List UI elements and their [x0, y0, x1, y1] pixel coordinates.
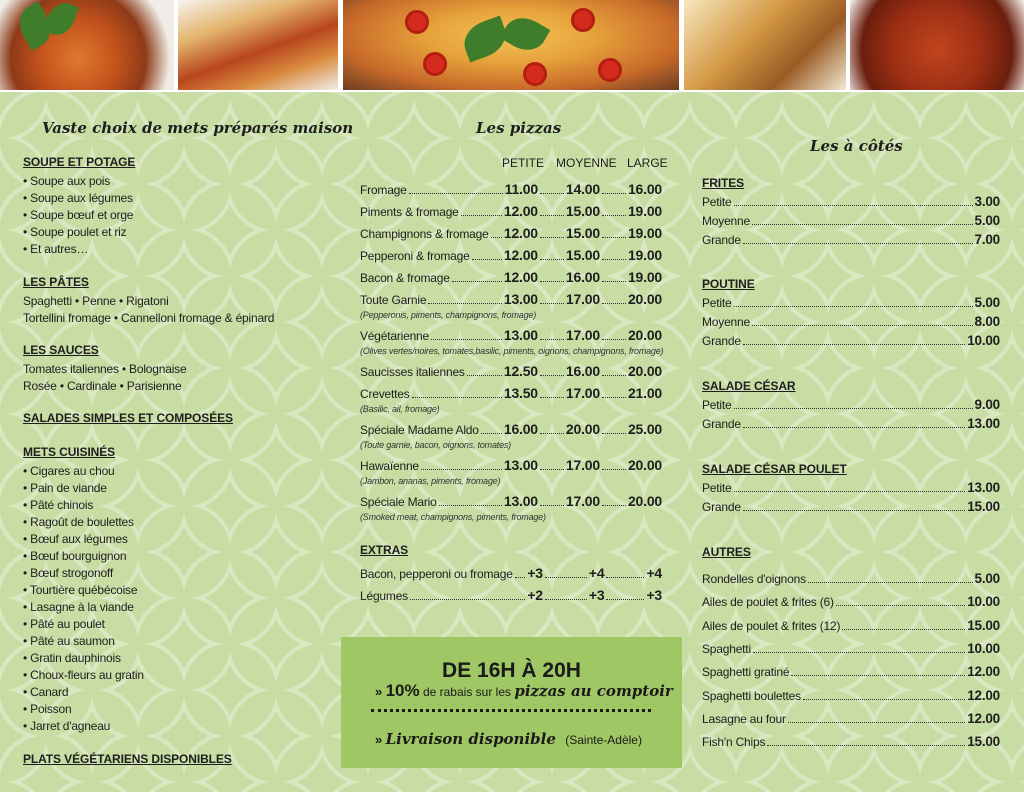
side-item-price: 15.00 [967, 618, 1000, 633]
side-item-name: Rondelles d'oignons [702, 572, 806, 586]
menu-item: • Soupe poulet et riz [23, 224, 126, 241]
menu-item: • Bœuf bourguignon [23, 548, 126, 565]
price-large: 21.00 [627, 385, 662, 401]
leader-dots [602, 303, 626, 304]
side-item-name: Petite [702, 398, 732, 412]
leader-dots [752, 325, 973, 326]
menu-item: • Soupe bœuf et orge [23, 207, 133, 224]
leader-dots [481, 433, 502, 434]
leader-dots [491, 237, 502, 238]
price-small: 13.50 [503, 385, 538, 401]
price-small: 12.00 [503, 225, 538, 241]
price-medium: 14.00 [565, 181, 600, 197]
extra-name: Bacon, pepperoni ou fromage [360, 567, 513, 581]
menu-item: • Lasagne à la viande [23, 599, 134, 616]
leader-dots [602, 193, 626, 194]
side-item-price: 5.00 [974, 213, 1000, 228]
pizza-row [360, 327, 662, 343]
leader-dots [540, 375, 564, 376]
side-item-name: Moyenne [702, 315, 750, 329]
leader-dots [540, 281, 564, 282]
price-large: 19.00 [627, 203, 662, 219]
arrow-right-icon: » [375, 684, 383, 699]
menu-item: • Gratin dauphinois [23, 650, 121, 667]
price-small: 12.00 [503, 203, 538, 219]
side-item-row [702, 295, 1000, 310]
delivery-text: Livraison disponible [385, 730, 556, 748]
leader-dots [753, 652, 965, 653]
pizza-ingredients: (Olives vertes/noires, tomates,basilic, piments, oignons, champignons, fromage) [360, 346, 664, 356]
side-item-name: Grande [702, 233, 741, 247]
leader-dots [412, 397, 502, 398]
side-item-price: 15.00 [967, 499, 1000, 514]
section-title: SOUPE ET POTAGE [23, 155, 136, 169]
menu-item: • Soupe aux pois [23, 173, 110, 190]
side-item-name: Petite [702, 296, 732, 310]
side-item-price: 10.00 [967, 333, 1000, 348]
pizza-ingredients: (Toute garnie, bacon, oignons, tomates) [360, 440, 511, 450]
pizza-name: Crevettes [360, 387, 410, 401]
spaghetti-photo [0, 0, 174, 90]
pizza-row [360, 181, 662, 197]
price-large: 19.00 [627, 225, 662, 241]
extras-title: EXTRAS [360, 543, 409, 557]
price-large: 20.00 [627, 493, 662, 509]
pizza-name: Toute Garnie [360, 293, 427, 307]
side-item-name: Spaghetti boulettes [702, 689, 801, 703]
price-medium: 17.00 [565, 457, 600, 473]
size-header-medium: MOYENNE [556, 156, 617, 170]
side-item-price: 12.00 [967, 688, 1000, 703]
side-item-name: Grande [702, 334, 741, 348]
pizza-name: Saucisses italiennes [360, 365, 465, 379]
side-item-row [702, 571, 1000, 586]
price-medium: 16.00 [565, 269, 600, 285]
menu-item: Spaghetti • Penne • Rigatoni [23, 294, 169, 308]
section-title: LES PÂTES [23, 275, 89, 289]
promo-percent: 10% [385, 681, 420, 700]
leader-dots [606, 599, 644, 600]
pizza-ingredients: (Basilic, ail, fromage) [360, 404, 440, 414]
leader-dots [452, 281, 502, 282]
section-title: METS CUISINÉS [23, 445, 116, 459]
price-small: 11.00 [504, 181, 538, 197]
leader-dots [461, 215, 502, 216]
side-item-row [702, 416, 1000, 431]
side-item-price: 5.00 [974, 295, 1000, 310]
pizza-name: Végétarienne [360, 329, 429, 343]
extra-large: +4 [646, 565, 662, 581]
pizzas-title: Les pizzas [476, 119, 562, 137]
price-medium: 16.00 [565, 363, 600, 379]
pizza-row [360, 203, 662, 219]
price-medium: 17.00 [565, 385, 600, 401]
side-item-name: Spaghetti [702, 642, 751, 656]
leader-dots [602, 469, 626, 470]
side-item-row [702, 194, 1000, 209]
poutine-photo [684, 0, 846, 90]
side-item-row [702, 499, 1000, 514]
price-small: 13.00 [503, 457, 538, 473]
leader-dots [540, 303, 564, 304]
leader-dots [734, 408, 973, 409]
menu-item: • Tourtière québécoise [23, 582, 137, 599]
side-section-title: AUTRES [702, 545, 751, 559]
promo-divider [371, 709, 651, 712]
side-item-name: Ailes de poulet & frites (12) [702, 619, 841, 633]
side-item-row [702, 480, 1000, 495]
side-item-name: Fish'n Chips [702, 735, 766, 749]
food-photo-banner [0, 0, 1024, 92]
menu-item: • Pain de viande [23, 480, 107, 497]
leader-dots [540, 259, 564, 260]
leader-dots [767, 745, 965, 746]
leader-dots [467, 375, 502, 376]
extra-small: +2 [527, 587, 543, 603]
promo-hours: DE 16H À 20H [442, 659, 581, 682]
promo-discount-text: de rabais sur les [422, 685, 511, 699]
leader-dots [734, 205, 973, 206]
lasagna-photo [178, 0, 338, 90]
pizza-photo [343, 0, 679, 90]
leader-dots [540, 215, 564, 216]
side-item-price: 3.00 [974, 194, 1000, 209]
side-section-title: SALADE CÉSAR [702, 379, 796, 393]
price-small: 13.00 [503, 493, 538, 509]
leader-dots [540, 469, 564, 470]
price-small: 12.00 [503, 269, 538, 285]
side-item-name: Lasagne au four [702, 712, 786, 726]
side-item-row [702, 734, 1000, 749]
price-medium: 17.00 [565, 327, 600, 343]
side-item-row [702, 664, 1000, 679]
leader-dots [803, 699, 965, 700]
extra-small: +3 [527, 565, 543, 581]
price-large: 19.00 [627, 269, 662, 285]
menu-item: Rosée • Cardinale • Parisienne [23, 379, 182, 393]
side-item-price: 8.00 [974, 314, 1000, 329]
pizza-name: Spéciale Madame Aldo [360, 423, 479, 437]
promo-box [341, 637, 682, 768]
menu-item: Tortellini fromage • Cannelloni fromage & épinard [23, 311, 275, 325]
menu-item: • Et autres… [23, 241, 88, 258]
home-dishes-title: Vaste choix de mets préparés maison [42, 119, 354, 137]
pizza-ingredients: (Pepperonis, piments, champignons, fromage) [360, 310, 536, 320]
leader-dots [540, 193, 564, 194]
leader-dots [540, 433, 564, 434]
leader-dots [791, 675, 965, 676]
menu-item: • Cigares au chou [23, 463, 115, 480]
side-item-price: 7.00 [974, 232, 1000, 247]
price-medium: 17.00 [565, 291, 600, 307]
pizza-row [360, 385, 662, 401]
side-section-title: FRITES [702, 176, 745, 190]
side-item-price: 5.00 [974, 571, 1000, 586]
side-item-row [702, 213, 1000, 228]
menu-item: • Poisson [23, 701, 71, 718]
promo-delivery-line [375, 730, 642, 748]
leader-dots [421, 469, 502, 470]
promo-counter-text: pizzas au comptoir [514, 682, 673, 700]
extra-row [360, 565, 662, 581]
price-large: 16.00 [627, 181, 662, 197]
price-small: 13.00 [503, 327, 538, 343]
side-item-row [702, 711, 1000, 726]
size-header-large: LARGE [627, 156, 668, 170]
side-item-row [702, 618, 1000, 633]
leader-dots [540, 397, 564, 398]
side-section-title: SALADE CÉSAR POULET [702, 462, 847, 476]
leader-dots [602, 375, 626, 376]
extra-name: Légumes [360, 589, 408, 603]
leader-dots [540, 237, 564, 238]
leader-dots [606, 577, 644, 578]
side-item-price: 15.00 [967, 734, 1000, 749]
extra-large: +3 [646, 587, 662, 603]
price-medium: 15.00 [565, 203, 600, 219]
extra-medium: +3 [588, 587, 605, 603]
leader-dots [836, 605, 965, 606]
leader-dots [734, 306, 973, 307]
menu-item: • Soupe aux légumes [23, 190, 133, 207]
leader-dots [602, 281, 626, 282]
side-item-row [702, 333, 1000, 348]
pizza-row [360, 269, 662, 285]
pizza-row [360, 493, 662, 509]
leader-dots [428, 303, 502, 304]
pizza-row [360, 421, 662, 437]
leader-dots [540, 505, 564, 506]
pizza-row [360, 457, 662, 473]
side-item-price: 13.00 [967, 480, 1000, 495]
pizza-name: Piments & fromage [360, 205, 459, 219]
leader-dots [602, 397, 626, 398]
pizza-name: Bacon & fromage [360, 271, 450, 285]
leader-dots [602, 433, 626, 434]
side-item-price: 10.00 [967, 641, 1000, 656]
leader-dots [472, 259, 502, 260]
leader-dots [410, 599, 525, 600]
menu-item: Tomates italiennes • Bolognaise [23, 362, 187, 376]
section-title: LES SAUCES [23, 343, 99, 357]
side-item-price: 9.00 [974, 397, 1000, 412]
leader-dots [743, 510, 965, 511]
price-small: 12.50 [503, 363, 538, 379]
price-medium: 17.00 [565, 493, 600, 509]
leader-dots [602, 339, 626, 340]
side-section-title: POUTINE [702, 277, 755, 291]
side-item-price: 10.00 [967, 594, 1000, 609]
leader-dots [752, 224, 973, 225]
price-large: 20.00 [627, 457, 662, 473]
leader-dots [602, 505, 626, 506]
pizza-ingredients: (Jambon, ananas, piments, fromage) [360, 476, 501, 486]
side-item-row [702, 397, 1000, 412]
side-item-row [702, 641, 1000, 656]
menu-item: • Canard [23, 684, 68, 701]
leader-dots [431, 339, 502, 340]
price-large: 19.00 [627, 247, 662, 263]
price-small: 13.00 [503, 291, 538, 307]
pizza-ingredients: (Smoked meat, champignons, piments, fromage) [360, 512, 546, 522]
leader-dots [743, 427, 965, 428]
leader-dots [602, 237, 626, 238]
section-title: PLATS VÉGÉTARIENS DISPONIBLES [23, 752, 232, 766]
pizza-row [360, 225, 662, 241]
menu-item: • Pâté au saumon [23, 633, 115, 650]
extra-row [360, 587, 662, 603]
side-item-row [702, 232, 1000, 247]
price-medium: 15.00 [565, 225, 600, 241]
chicken-wings-photo [850, 0, 1024, 90]
pizza-row [360, 247, 662, 263]
leader-dots [602, 259, 626, 260]
pizza-name: Pepperoni & fromage [360, 249, 470, 263]
leader-dots [545, 577, 587, 578]
leader-dots [743, 344, 965, 345]
side-item-name: Spaghetti gratiné [702, 665, 790, 679]
menu-item: • Choux-fleurs au gratin [23, 667, 144, 684]
leader-dots [409, 193, 503, 194]
menu-item: • Ragoût de boulettes [23, 514, 134, 531]
side-item-price: 12.00 [967, 711, 1000, 726]
extra-medium: +4 [588, 565, 605, 581]
side-item-name: Grande [702, 417, 741, 431]
side-item-price: 13.00 [967, 416, 1000, 431]
leader-dots [540, 339, 564, 340]
leader-dots [439, 505, 502, 506]
side-item-name: Petite [702, 195, 732, 209]
price-large: 20.00 [627, 291, 662, 307]
leader-dots [515, 577, 526, 578]
menu-item: • Bœuf strogonoff [23, 565, 113, 582]
price-large: 20.00 [627, 327, 662, 343]
side-item-row [702, 688, 1000, 703]
leader-dots [734, 491, 966, 492]
section-title: SALADES SIMPLES ET COMPOSÉES [23, 411, 233, 425]
sides-title: Les à côtés [810, 137, 903, 155]
size-header-small: PETITE [502, 156, 545, 170]
leader-dots [842, 629, 965, 630]
menu-item: • Pâté chinois [23, 497, 93, 514]
leader-dots [808, 582, 973, 583]
promo-discount-line [375, 681, 673, 701]
pizza-name: Hawaïenne [360, 459, 419, 473]
side-item-name: Moyenne [702, 214, 750, 228]
leader-dots [602, 215, 626, 216]
pizza-name: Champignons & fromage [360, 227, 489, 241]
price-medium: 20.00 [565, 421, 600, 437]
menu-item: • Jarret d'agneau [23, 718, 110, 735]
menu-item: • Bœuf aux légumes [23, 531, 128, 548]
side-item-name: Petite [702, 481, 732, 495]
menu-item: • Pâté au poulet [23, 616, 105, 633]
price-small: 16.00 [503, 421, 538, 437]
side-item-row [702, 594, 1000, 609]
price-small: 12.00 [503, 247, 538, 263]
side-item-name: Ailes de poulet & frites (6) [702, 595, 834, 609]
pizza-name: Spéciale Mario [360, 495, 437, 509]
leader-dots [743, 243, 973, 244]
leader-dots [545, 599, 587, 600]
price-medium: 15.00 [565, 247, 600, 263]
side-item-name: Grande [702, 500, 741, 514]
price-large: 20.00 [627, 363, 662, 379]
delivery-area: (Sainte-Adèle) [565, 733, 642, 747]
pizza-name: Fromage [360, 183, 407, 197]
pizza-row [360, 363, 662, 379]
price-large: 25.00 [627, 421, 662, 437]
side-item-row [702, 314, 1000, 329]
side-item-price: 12.00 [967, 664, 1000, 679]
pizza-row [360, 291, 662, 307]
leader-dots [788, 722, 965, 723]
arrow-right-icon: » [375, 732, 383, 747]
